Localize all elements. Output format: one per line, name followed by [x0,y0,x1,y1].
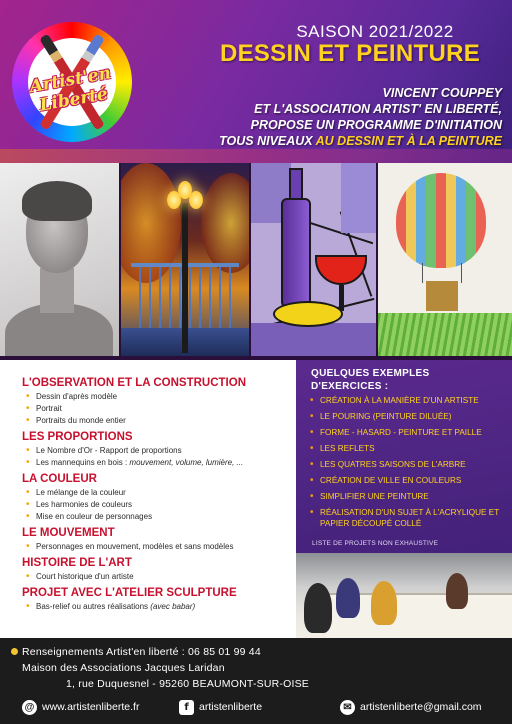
examples-note: LISTE DE PROJETS NON EXHAUSTIVE [312,540,439,547]
section-title: L'OBSERVATION ET LA CONSTRUCTION [22,377,247,389]
section-title: LA COULEUR [22,473,97,485]
section-title: LES PROPORTIONS [22,431,133,443]
list-item: • CRÉATION DE VILLE EN COULEURS [308,475,508,486]
list-item [22,601,294,613]
website-text: www.artistenliberte.fr [42,701,140,713]
facebook-link[interactable] [179,697,262,717]
intro-text [150,85,502,149]
season-label: SAISON 2021/2022 [296,22,454,41]
item-italic: mouvement, volume, lumière, ... [129,458,244,467]
contact-line-1: Renseignements Artist'en liberté : 06 85 01 99 44 [22,646,261,658]
portrait-drawing-image [0,163,119,356]
facebook-icon: f [179,700,194,715]
workshop-photo-image [296,553,512,638]
email-link[interactable] [340,697,482,717]
page-title: DESSIN ET PEINTURE [219,40,481,67]
section-list [22,541,294,553]
section-title: HISTOIRE DE L'ART [22,557,132,569]
list-item: • LES QUATRES SAISONS DE L'ARBRE [308,459,508,470]
list-item: • Dessin d'après modèle [22,391,294,403]
examples-title [311,367,506,393]
list-item: • FORME - HASARD - PEINTURE ET PAILLE [308,427,508,438]
section-list [22,601,294,613]
list-item: • Mise en couleur de personnages [22,511,294,523]
list-item: • Court historique d'un artiste [22,571,294,583]
intro-highlight: AU DESSIN ET À LA PEINTURE [315,134,502,148]
intro-line-1: VINCENT COUPPEY [382,86,502,100]
email-text: artistenliberte@gmail.com [360,701,482,713]
intro-plain: TOUS NIVEAUX [219,134,316,148]
list-item [22,457,294,469]
contact-block [22,644,342,692]
intro-line-4 [150,133,502,149]
list-item: • Personnages en mouvement, modèles et sans modèles [22,541,294,553]
list-item: • RÉALISATION D'UN SUJET À L'ACRYLIQUE ET PAPIER DÉCOUPÉ COLLÉ [308,507,508,529]
examples-title-line-2: D'EXERCICES : [311,381,389,392]
intro-line-2: ET L'ASSOCIATION ARTIST' EN LIBERTÉ, [254,102,502,116]
contact-line-3: 1, rue Duquesnel - 95260 BEAUMONT-SUR-OISE [66,678,309,690]
list-item: • Portraits du monde entier [22,415,294,427]
section-list [22,445,294,469]
hot-air-balloon-drawing-image [378,163,512,356]
section-list [22,391,294,427]
list-item: • Portrait [22,403,294,415]
list-item: • Le Nombre d'Or - Rapport de proportions [22,445,294,457]
section-title: PROJET AVEC L'ATELIER SCULPTURE [22,587,237,599]
section-list [22,487,294,523]
list-item: • LE POURING (PEINTURE DILUÉE) [308,411,508,422]
facebook-text: artistenliberte [199,701,263,713]
mail-icon: ✉ [340,700,355,715]
artist-en-liberte-logo [12,22,132,142]
section-title: LE MOUVEMENT [22,527,115,539]
item-text: Bas-relief ou autres réalisations [36,602,151,611]
website-link[interactable] [22,697,139,717]
list-item: • Le mélange de la couleur [22,487,294,499]
logo-text: Artist'en Liberté [28,63,113,116]
intro-line-3: PROPOSE UN PROGRAMME D'INITIATION [250,118,502,132]
contact-line-2: Maison des Associations Jacques Laridan [22,662,225,674]
list-item: • LES REFLETS [308,443,508,454]
list-item: • CRÉATION À LA MANIÈRE D'UN ARTISTE [308,395,508,406]
footer-links [0,697,512,719]
list-item: • Les harmonies de couleurs [22,499,294,511]
examples-list [308,395,508,534]
bullet-icon [11,648,18,655]
item-italic: (avec babar) [150,602,196,611]
program-sections [22,373,294,613]
contact-phone [22,644,342,660]
examples-title-line-1: QUELQUES EXEMPLES [311,368,430,379]
stained-glass-still-life-image [251,163,376,356]
artwork-strip [0,163,512,356]
section-list [22,571,294,583]
at-icon: @ [22,700,37,715]
list-item: • SIMPLIFIER UNE PEINTURE [308,491,508,502]
item-text: Les mannequins en bois : [36,458,130,467]
street-lamp-painting-image [121,163,249,356]
